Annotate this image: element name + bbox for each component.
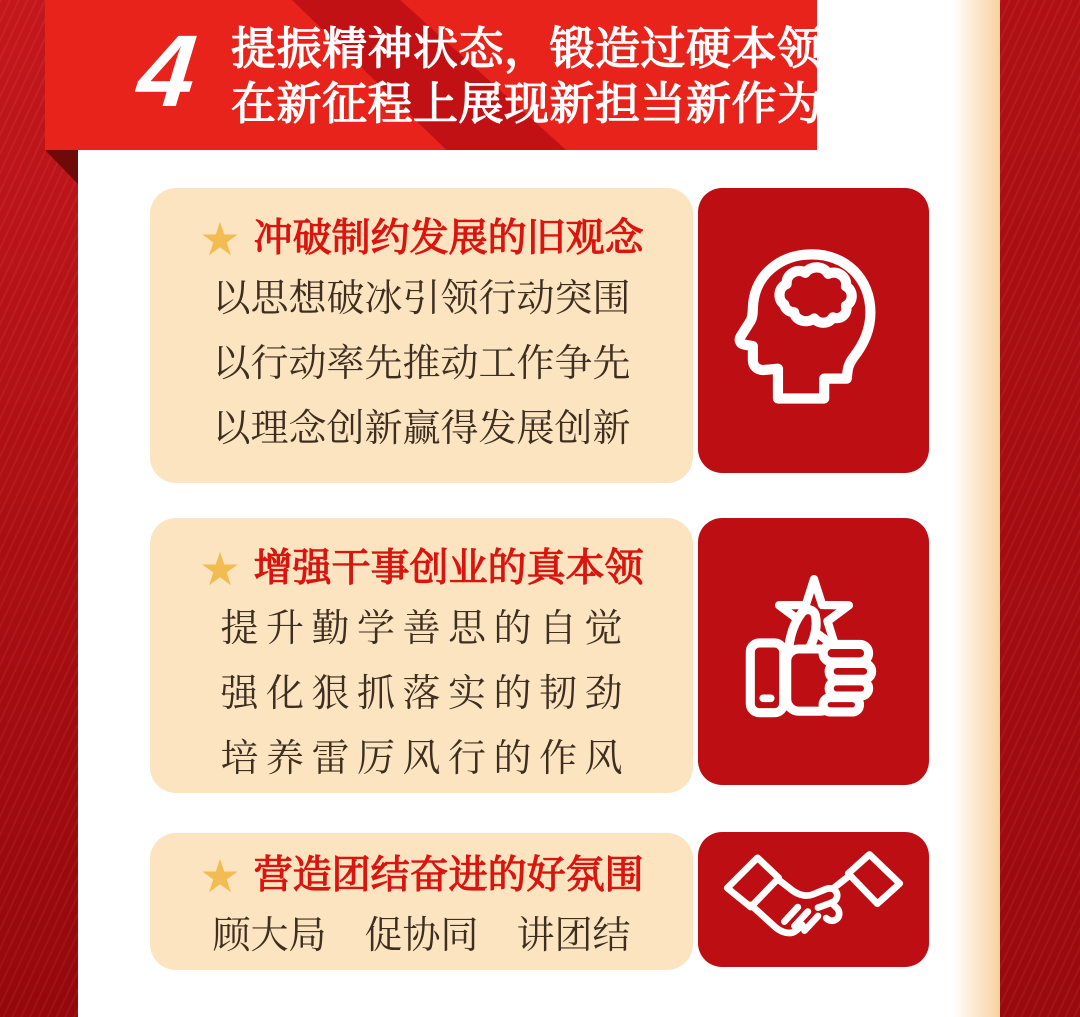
header-banner [45, 0, 869, 150]
page-title [231, 21, 868, 131]
card-heading-text: 增强干事创业的真本领 [253, 547, 644, 590]
card-heading [199, 850, 644, 902]
card-line: 提升勤学善思的自觉 [220, 608, 623, 650]
page-title-line1: 提振精神状态，锻造过硬本领， [231, 23, 869, 74]
card-line: 强化狠抓落实的韧劲 [220, 673, 623, 715]
star-icon: ★ [199, 850, 241, 902]
star-icon: ★ [199, 213, 241, 265]
card-line: 以思想破冰引领行动突围 [212, 278, 631, 320]
handshake-icon [711, 841, 916, 958]
right-red-rail [1000, 0, 1080, 1017]
card-line: 培养雷厉风行的作风 [220, 738, 623, 780]
star-icon: ★ [199, 543, 241, 595]
card-old-ideas [150, 188, 693, 483]
page-title-line2: 在新征程上展现新担当新作为 [231, 78, 823, 129]
thumbs-up-star-icon [723, 558, 905, 745]
card-heading [199, 213, 644, 265]
card-heading-text: 营造团结奋进的好氛围 [253, 854, 644, 897]
card-line: 以行动率先推动工作争先 [212, 343, 631, 385]
card-line: 顾大局 促协同 讲团结 [212, 915, 631, 957]
head-brain-icon [720, 234, 908, 427]
card-line: 以理念创新赢得发展创新 [212, 408, 631, 450]
card-heading [199, 543, 644, 595]
section-number: 4 [132, 14, 202, 128]
icon-panel-mind [698, 188, 929, 473]
card-heading-text: 冲破制约发展的旧观念 [253, 217, 644, 260]
right-cream-gradient [952, 0, 1000, 1017]
icon-panel-unity [698, 832, 929, 967]
icon-panel-skill [698, 518, 929, 785]
card-real-skills [150, 518, 693, 793]
card-unity [150, 833, 693, 970]
